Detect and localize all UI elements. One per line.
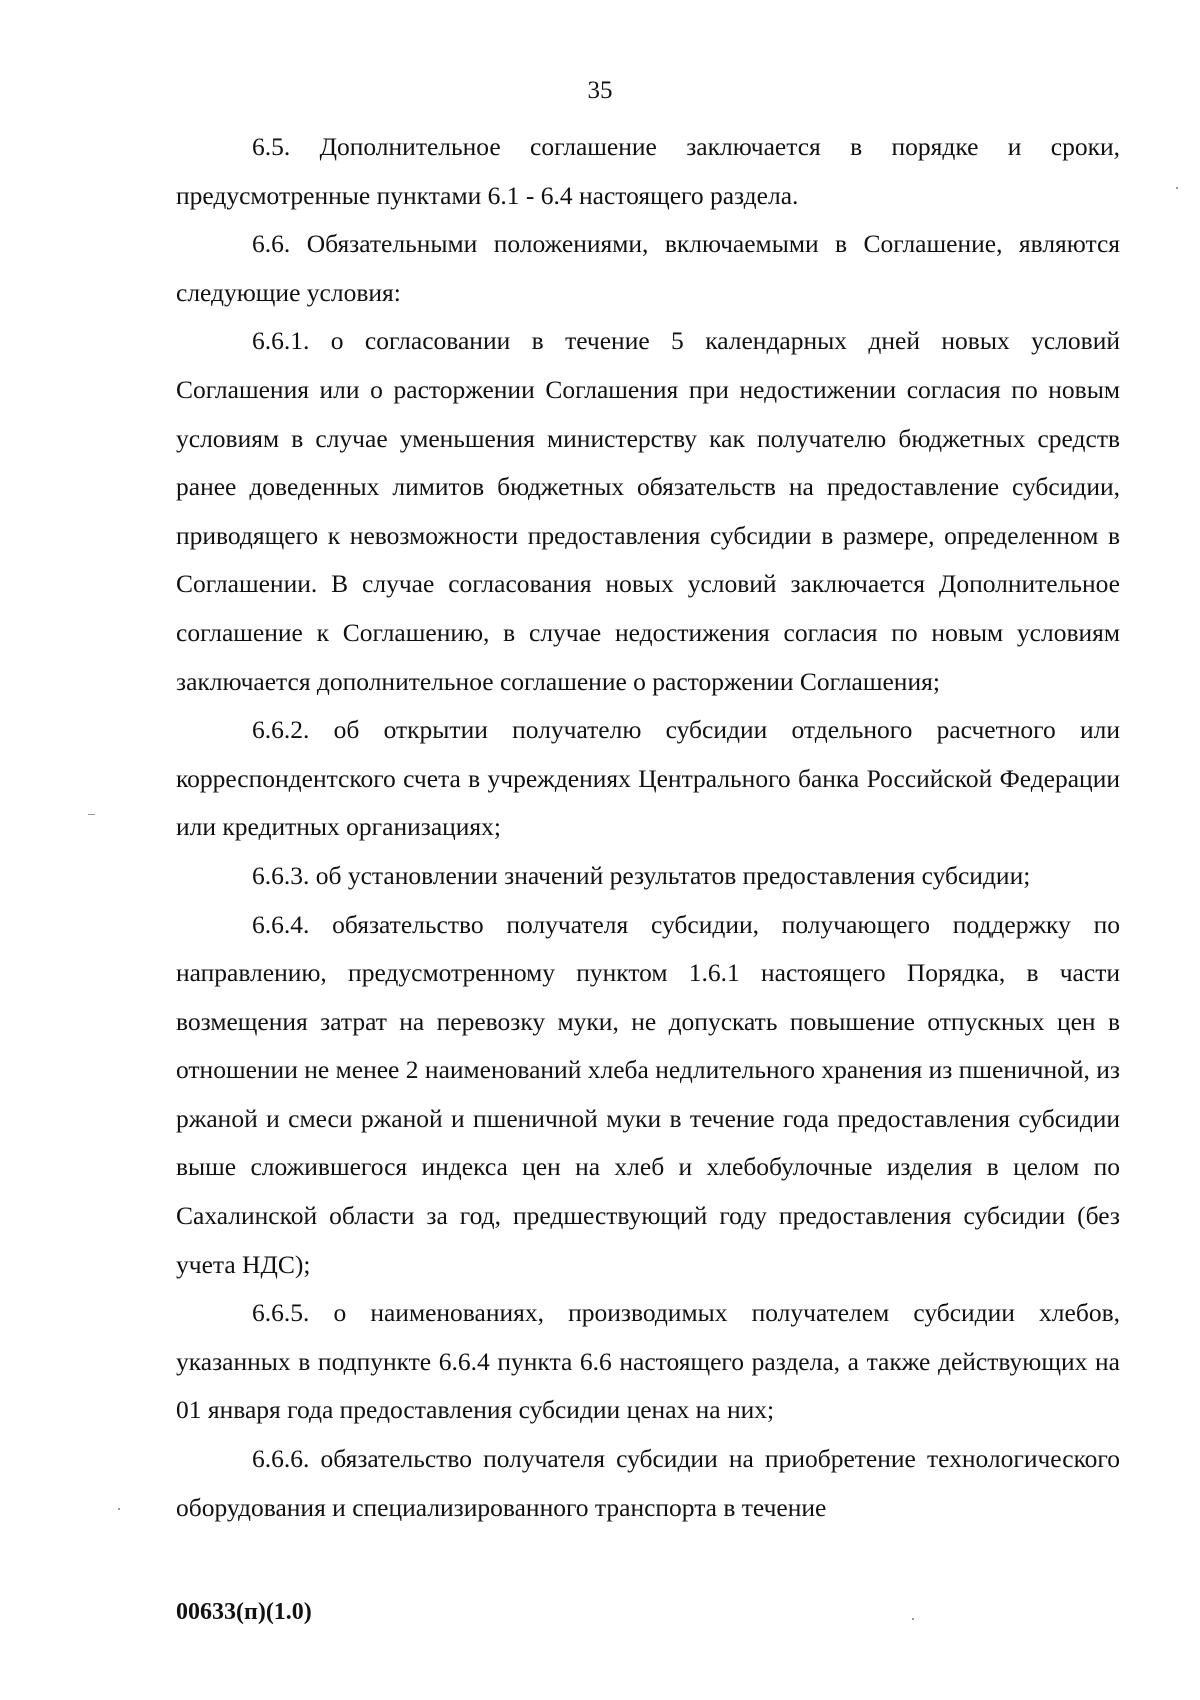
page-number: 35 [587,77,613,104]
document-body [176,123,1120,1532]
paragraph-6-6-3: 6.6.3. об установлении значений результатов предоставления субсидии; [252,860,1031,890]
paragraph-6-6-2: 6.6.2. об открытии получателю субсидии отдельного расчетного или корреспондентского счета в учреждениях Центрального банка Российской Федерации или кредитных организациях; [176,715,1120,842]
scan-speck [88,814,95,815]
scan-speck [118,1508,120,1510]
scan-speck [1176,187,1178,189]
paragraph-6-6-4: 6.6.4. обязательство получателя субсидии, получающего поддержку по направлению, предусмотренному пунктом 1.6.1 настоящего Порядка, в части возмещения затрат на перевозку муки, не допускать повышение отпускных цен в отношении не менее 2 наименований хлеба недлительного хранения из пшеничной, из ржаной и смеси ржаной и пшеничной муки в течение года предоставления субсидии выше сложившегося индекса цен на хлеб и хлебобулочные изделия в целом по Сахалинской области за год, предшествующий году предоставления субсидии (без учета НДС); [176,909,1120,1279]
paragraph-6-5: 6.5. Дополнительное соглашение заключается в порядке и сроки, предусмотренные пунктами 6.1 - 6.4 настоящего раздела. [176,132,1120,210]
paragraph-6-6-6: 6.6.6. обязательство получателя субсидии на приобретение технологического оборудования и специализированного транспорта в течение [176,1444,1120,1522]
paragraph-6-6-1: 6.6.1. о согласовании в течение 5 календарных дней новых условий Соглашения или о расторжении Соглашения при недостижении согласия по новым условиям в случае уменьшения министерству как получателю бюджетных средств ранее доведенных лимитов бюджетных обязательств на предоставление субсидии, приводящего к невозможности предоставления субсидии в размере, определенном в Соглашении. В случае согласования новых условий заключается Дополнительное соглашение к Соглашению, в случае недостижения согласия по новым условиям заключается дополнительное соглашение о расторжении Соглашения; [176,326,1120,696]
paragraph-6-6-5: 6.6.5. о наименованиях, производимых получателем субсидии хлебов, указанных в подпункте 6.6.4 пункта 6.6 настоящего раздела, а также действующих на 01 января года предоставления субсидии ценах на них; [176,1298,1120,1425]
paragraph-6-6: 6.6. Обязательными положениями, включаемыми в Соглашение, являются следующие условия: [176,229,1120,307]
document-code: 00633(п)(1.0) [176,1599,312,1625]
scan-speck [912,1618,914,1620]
